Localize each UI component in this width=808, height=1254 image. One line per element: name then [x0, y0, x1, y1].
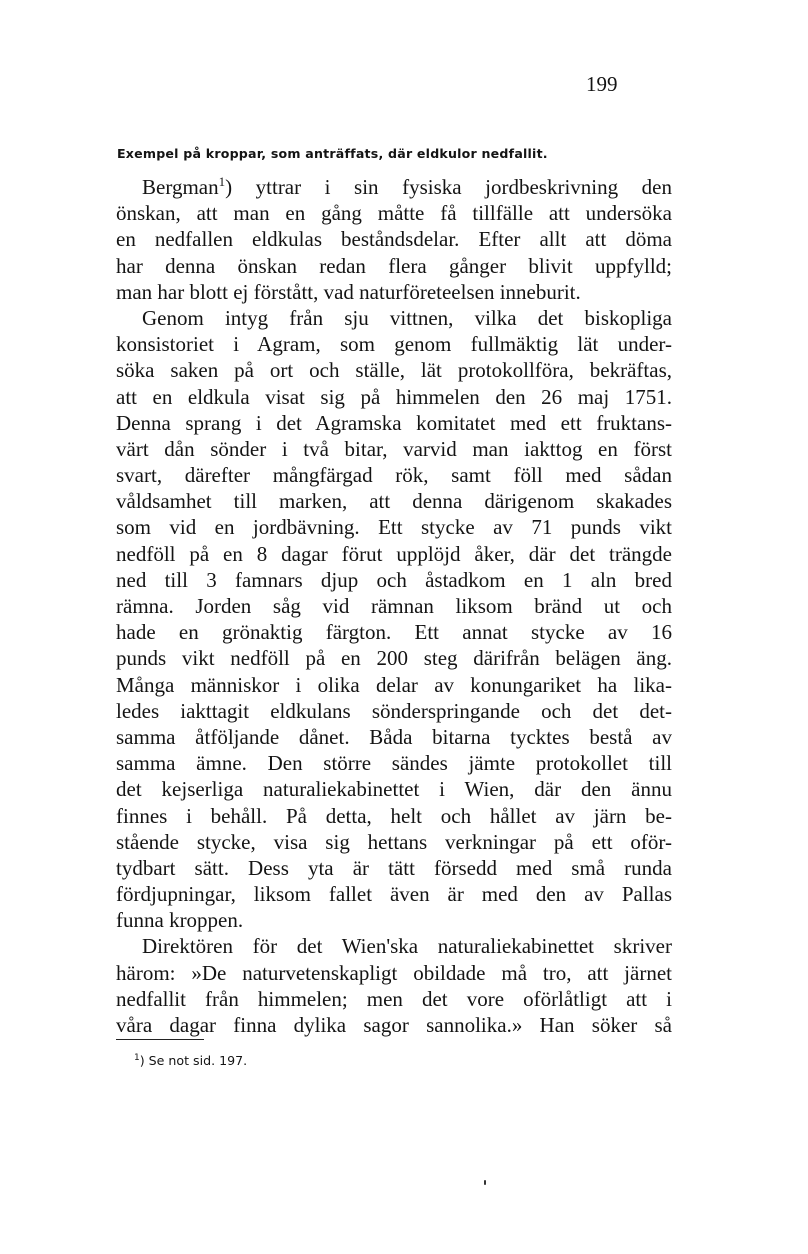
text-line: Bergman$^1$) yttrar i sin fysiska jordbeskrivning den	[142, 174, 672, 199]
text-line: nedföll på en 8 dagar förut upplöjd åker, där det trängde	[116, 541, 672, 566]
text-line: stående stycke, visa sig hettans verkningar på ett oför-	[116, 829, 672, 854]
text-line: som vid en jordbävning. Ett stycke av 71 punds vikt	[116, 515, 672, 540]
text-line: ned till 3 famnars djup och åstadkom en 1 aln bred	[116, 567, 672, 592]
text-line: funna kroppen.	[116, 908, 244, 933]
text-line: punds vikt nedföll på en 200 steg därifrån belägen äng.	[116, 646, 672, 671]
text-line: att en eldkula visat sig på himmelen den 26 maj 1751.	[116, 384, 672, 409]
text-line: Direktören för det Wien'ska naturaliekabinettet skriver	[142, 934, 672, 959]
footnote-text: ) Se not sid. 197.	[139, 1053, 248, 1068]
text-line: Många människor i olika delar av konungariket ha lika-	[116, 672, 672, 697]
print-speck	[484, 1180, 486, 1185]
text-line: konsistoriet i Agram, som genom fullmäktig lät under-	[116, 332, 672, 357]
text-line: Genom intyg från sju vittnen, vilka det biskopliga	[142, 305, 672, 330]
text-line: Denna sprang i det Agramska komitatet med ett fruktans-	[116, 410, 672, 435]
text-line: samma åtföljande dånet. Båda bitarna tycktes bestå av	[116, 724, 672, 749]
text-line: söka saken på ort och ställe, lät protokollföra, bekräftas,	[116, 358, 672, 383]
footnote-marker: 1	[134, 1053, 140, 1063]
text-line: tydbart sätt. Dess yta är tätt försedd med små runda	[116, 855, 672, 880]
text-line: har denna önskan redan flera gånger blivit uppfylld;	[116, 253, 672, 278]
text-line: man har blott ej förstått, vad naturföreteelsen inneburit.	[116, 279, 581, 304]
text-line: svart, därefter mångfärgad rök, samt föll med sådan	[116, 463, 672, 488]
text-line: nedfallit från himmelen; men det vore oförlåtligt att i	[116, 986, 672, 1011]
text-line: våldsamhet till marken, att denna därigenom skakades	[116, 489, 672, 514]
text-line: våra dagar finna dylika sagor sannolika.» Han söker så	[116, 1013, 672, 1037]
text-line: hade en grönaktig färgton. Ett annat stycke av 16	[116, 620, 672, 645]
page-number: 199	[586, 72, 618, 96]
footnote-rule	[116, 1039, 204, 1040]
text-line: härom: »De naturvetenskapligt obildade må tro, att järnet	[116, 960, 672, 985]
text-line: önskan, att man en gång måtte få tillfälle att undersöka	[116, 201, 672, 226]
text-line: en nedfallen eldkulas beståndsdelar. Efter allt att döma	[116, 227, 672, 252]
text-line: ledes iakttagit eldkulans sönderspringande och det det-	[116, 698, 672, 723]
text-line: rämna. Jorden såg vid rämnan liksom bränd ut och	[116, 594, 672, 618]
footnote	[134, 1053, 247, 1068]
text-line: det kejserliga naturaliekabinettet i Wien, där den ännu	[116, 777, 672, 802]
section-heading: Exempel på kroppar, som anträffats, där eldkulor nedfallit.	[117, 146, 548, 161]
body-text	[116, 174, 672, 1038]
text-line: fördjupningar, liksom fallet även är med den av Pallas	[116, 882, 672, 907]
text-line: värt dån sönder i två bitar, varvid man iakttog en först	[116, 436, 672, 461]
text-line: samma ämne. Den större sändes jämte protokollet till	[116, 751, 672, 776]
text-line: finnes i behåll. På detta, helt och hållet av järn be-	[116, 803, 672, 828]
footnote-reference: 1	[218, 174, 226, 189]
